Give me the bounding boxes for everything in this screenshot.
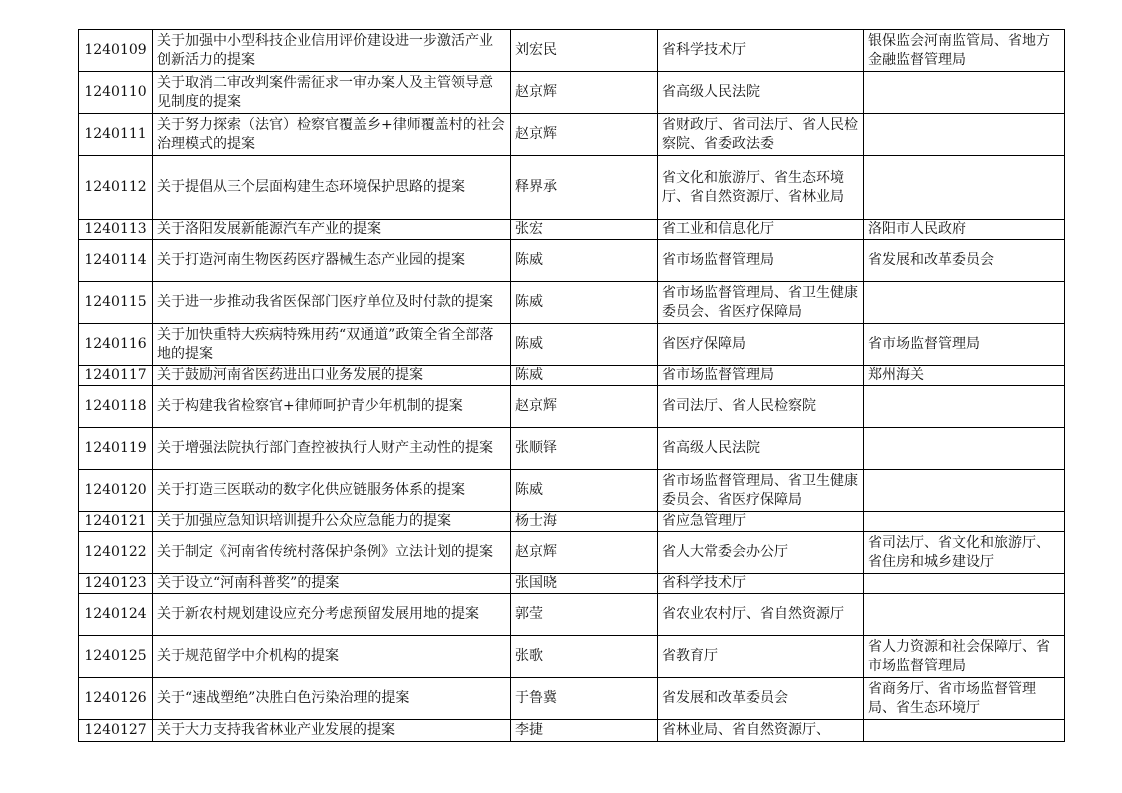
proposer-name: 赵京辉 xyxy=(511,114,658,156)
proposal-number: 1240124 xyxy=(79,594,153,636)
table-row xyxy=(79,114,1065,156)
lead-handling-unit: 省市场监督管理局、省卫生健康委员会、省医疗保障局 xyxy=(658,282,864,324)
lead-handling-unit: 省市场监督管理局、省卫生健康委员会、省医疗保障局 xyxy=(658,470,864,512)
assisting-unit xyxy=(864,282,1065,324)
proposer-name: 陈威 xyxy=(511,282,658,324)
proposer-name: 陈威 xyxy=(511,324,658,366)
proposal-title: 关于洛阳发展新能源汽车产业的提案 xyxy=(153,220,511,240)
proposals-table xyxy=(78,29,1065,742)
table-row xyxy=(79,678,1065,720)
table-row xyxy=(79,240,1065,282)
assisting-unit xyxy=(864,428,1065,470)
proposer-name: 于鲁冀 xyxy=(511,678,658,720)
proposal-number: 1240121 xyxy=(79,512,153,532)
table-row xyxy=(79,72,1065,114)
proposer-name: 郭莹 xyxy=(511,594,658,636)
table-row xyxy=(79,574,1065,594)
proposer-name: 赵京辉 xyxy=(511,72,658,114)
lead-handling-unit: 省高级人民法院 xyxy=(658,428,864,470)
assisting-unit: 省发展和改革委员会 xyxy=(864,240,1065,282)
proposal-number: 1240112 xyxy=(79,156,153,220)
lead-handling-unit: 省应急管理厅 xyxy=(658,512,864,532)
lead-handling-unit: 省高级人民法院 xyxy=(658,72,864,114)
table-row xyxy=(79,428,1065,470)
lead-handling-unit: 省市场监督管理局 xyxy=(658,240,864,282)
proposer-name: 释界承 xyxy=(511,156,658,220)
proposal-title: 关于“速战塑绝”决胜白色污染治理的提案 xyxy=(153,678,511,720)
table-row xyxy=(79,366,1065,386)
proposal-number: 1240118 xyxy=(79,386,153,428)
assisting-unit: 省市场监督管理局 xyxy=(864,324,1065,366)
proposer-name: 张歌 xyxy=(511,636,658,678)
proposal-title: 关于提倡从三个层面构建生态环境保护思路的提案 xyxy=(153,156,511,220)
proposal-number: 1240110 xyxy=(79,72,153,114)
assisting-unit xyxy=(864,574,1065,594)
lead-handling-unit: 省发展和改革委员会 xyxy=(658,678,864,720)
proposer-name: 陈威 xyxy=(511,470,658,512)
proposer-name: 刘宏民 xyxy=(511,30,658,72)
assisting-unit xyxy=(864,386,1065,428)
proposal-title: 关于努力探索（法官）检察官覆盖乡+律师覆盖村的社会治理模式的提案 xyxy=(153,114,511,156)
table-row xyxy=(79,594,1065,636)
assisting-unit: 省人力资源和社会保障厅、省市场监督管理局 xyxy=(864,636,1065,678)
proposal-number: 1240116 xyxy=(79,324,153,366)
lead-handling-unit: 省科学技术厅 xyxy=(658,574,864,594)
table-row xyxy=(79,636,1065,678)
proposal-number: 1240113 xyxy=(79,220,153,240)
proposal-number: 1240122 xyxy=(79,532,153,574)
proposal-number: 1240120 xyxy=(79,470,153,512)
lead-handling-unit: 省市场监督管理局 xyxy=(658,366,864,386)
assisting-unit: 洛阳市人民政府 xyxy=(864,220,1065,240)
proposal-title: 关于构建我省检察官+律师呵护青少年机制的提案 xyxy=(153,386,511,428)
proposal-number: 1240114 xyxy=(79,240,153,282)
proposer-name: 张国晓 xyxy=(511,574,658,594)
table-row xyxy=(79,512,1065,532)
lead-handling-unit: 省教育厅 xyxy=(658,636,864,678)
proposal-title: 关于增强法院执行部门查控被执行人财产主动性的提案 xyxy=(153,428,511,470)
proposal-number: 1240117 xyxy=(79,366,153,386)
lead-handling-unit: 省林业局、省自然资源厅、 xyxy=(658,720,864,742)
proposal-number: 1240123 xyxy=(79,574,153,594)
proposal-title: 关于打造河南生物医药医疗器械生态产业园的提案 xyxy=(153,240,511,282)
assisting-unit xyxy=(864,594,1065,636)
table-row xyxy=(79,532,1065,574)
proposal-title: 关于制定《河南省传统村落保护条例》立法计划的提案 xyxy=(153,532,511,574)
proposal-number: 1240109 xyxy=(79,30,153,72)
assisting-unit xyxy=(864,720,1065,742)
proposer-name: 张宏 xyxy=(511,220,658,240)
proposals-table-body xyxy=(79,30,1065,742)
proposal-title: 关于加强中小型科技企业信用评价建设进一步激活产业创新活力的提案 xyxy=(153,30,511,72)
assisting-unit: 银保监会河南监管局、省地方金融监督管理局 xyxy=(864,30,1065,72)
table-row xyxy=(79,720,1065,742)
proposal-title: 关于大力支持我省林业产业发展的提案 xyxy=(153,720,511,742)
proposal-number: 1240119 xyxy=(79,428,153,470)
lead-handling-unit: 省人大常委会办公厅 xyxy=(658,532,864,574)
lead-handling-unit: 省文化和旅游厅、省生态环境厅、省自然资源厅、省林业局 xyxy=(658,156,864,220)
proposal-title: 关于规范留学中介机构的提案 xyxy=(153,636,511,678)
proposal-title: 关于加快重特大疾病特殊用药“双通道”政策全省全部落地的提案 xyxy=(153,324,511,366)
assisting-unit xyxy=(864,114,1065,156)
assisting-unit xyxy=(864,72,1065,114)
lead-handling-unit: 省医疗保障局 xyxy=(658,324,864,366)
proposal-number: 1240127 xyxy=(79,720,153,742)
proposal-number: 1240126 xyxy=(79,678,153,720)
table-row xyxy=(79,470,1065,512)
proposal-number: 1240125 xyxy=(79,636,153,678)
table-row xyxy=(79,30,1065,72)
assisting-unit: 省司法厅、省文化和旅游厅、省住房和城乡建设厅 xyxy=(864,532,1065,574)
proposal-title: 关于打造三医联动的数字化供应链服务体系的提案 xyxy=(153,470,511,512)
assisting-unit xyxy=(864,512,1065,532)
table-row xyxy=(79,220,1065,240)
proposal-title: 关于新农村规划建设应充分考虑预留发展用地的提案 xyxy=(153,594,511,636)
lead-handling-unit: 省司法厅、省人民检察院 xyxy=(658,386,864,428)
proposal-number: 1240115 xyxy=(79,282,153,324)
proposal-title: 关于取消二审改判案件需征求一审办案人及主管领导意见制度的提案 xyxy=(153,72,511,114)
lead-handling-unit: 省科学技术厅 xyxy=(658,30,864,72)
proposal-number: 1240111 xyxy=(79,114,153,156)
proposal-title: 关于鼓励河南省医药进出口业务发展的提案 xyxy=(153,366,511,386)
proposer-name: 李捷 xyxy=(511,720,658,742)
proposal-title: 关于设立“河南科普奖”的提案 xyxy=(153,574,511,594)
assisting-unit: 省商务厅、省市场监督管理局、省生态环境厅 xyxy=(864,678,1065,720)
assisting-unit: 郑州海关 xyxy=(864,366,1065,386)
proposer-name: 赵京辉 xyxy=(511,532,658,574)
assisting-unit xyxy=(864,156,1065,220)
table-row xyxy=(79,282,1065,324)
assisting-unit xyxy=(864,470,1065,512)
proposal-title: 关于加强应急知识培训提升公众应急能力的提案 xyxy=(153,512,511,532)
lead-handling-unit: 省工业和信息化厅 xyxy=(658,220,864,240)
proposer-name: 陈威 xyxy=(511,366,658,386)
proposal-title: 关于进一步推动我省医保部门医疗单位及时付款的提案 xyxy=(153,282,511,324)
table-row xyxy=(79,156,1065,220)
proposer-name: 张顺铎 xyxy=(511,428,658,470)
table-row xyxy=(79,386,1065,428)
lead-handling-unit: 省财政厅、省司法厅、省人民检察院、省委政法委 xyxy=(658,114,864,156)
lead-handling-unit: 省农业农村厅、省自然资源厅 xyxy=(658,594,864,636)
proposer-name: 杨士海 xyxy=(511,512,658,532)
table-row xyxy=(79,324,1065,366)
proposer-name: 陈威 xyxy=(511,240,658,282)
proposer-name: 赵京辉 xyxy=(511,386,658,428)
